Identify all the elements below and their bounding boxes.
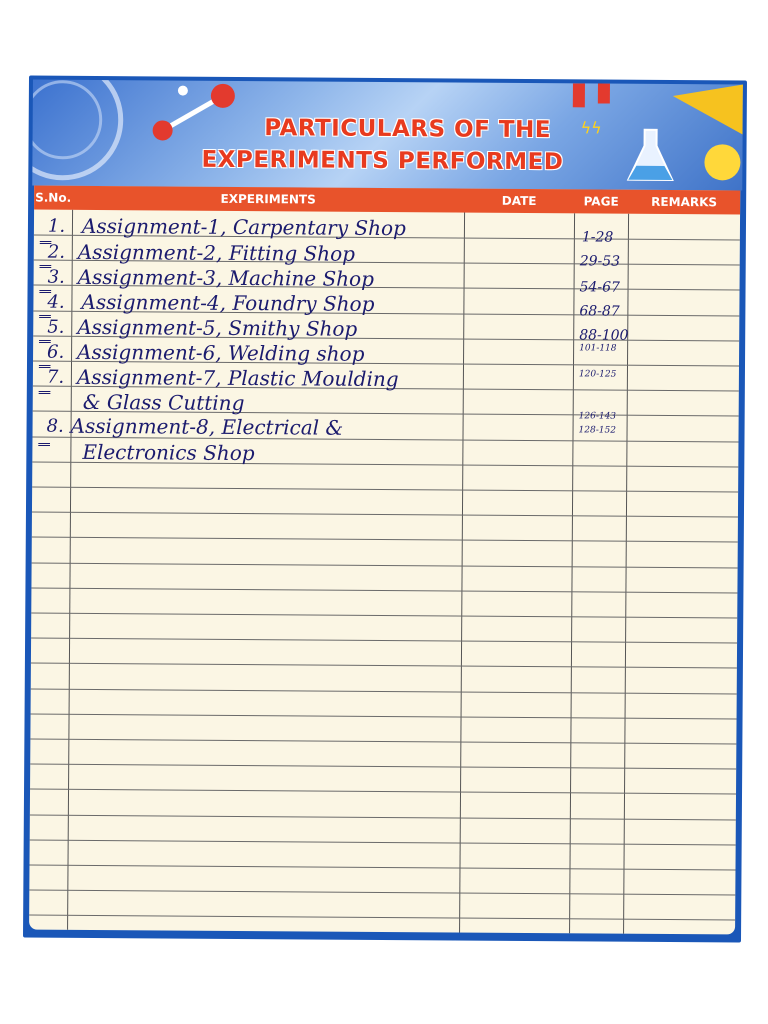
column-divider [569,213,575,933]
entry-page: 54-67 [579,279,620,296]
entry-text: Assignment-7, Plastic Moulding [76,364,399,392]
entry-sno: 4. [47,291,65,313]
entry-sno: 5. [47,316,65,338]
entry-page: 126-143 [578,411,617,422]
column-divider [459,213,465,933]
underline-mark: ══ [39,235,49,250]
entry-text: & Glass Cutting [82,389,245,416]
entry-text: Assignment-5, Smithy Shop [77,314,358,341]
entry-page: 1-28 [581,229,614,246]
ruled-line [31,688,737,694]
ruled-line [31,638,737,644]
entry-sno: 3. [47,266,65,288]
ruled-line [31,713,737,719]
header-banner [32,80,743,191]
entry-page: 29-53 [579,253,621,270]
column-header-experiments: EXPERIMENTS [220,191,316,207]
index-table [29,186,740,935]
ruled-line [32,512,738,518]
entry-page: 120-125 [578,369,617,380]
ruled-line [30,814,736,820]
column-header-sno: S.No. [35,190,72,205]
ruled-line [32,487,738,493]
table-header [34,186,740,215]
entry-text: Assignment-4, Foundry Shop [81,289,375,316]
entry-sno: 6. [47,341,65,363]
page-title-line2: EXPERIMENTS PERFORMED [201,146,564,176]
ruled-line [29,890,735,896]
ruled-line [30,865,736,871]
ruled-line [31,587,737,593]
page-title-line1: PARTICULARS OF THE [264,115,552,144]
ruled-line [32,562,738,568]
underline-mark: ══ [38,385,48,400]
column-divider [623,214,629,934]
ruled-line [30,839,736,845]
entry-text: Assignment-8, Electrical & [70,413,344,440]
ruled-line [31,663,737,669]
entry-text: Assignment-2, Fitting Shop [77,239,356,266]
column-header-page: PAGE [583,194,619,209]
ruled-line [30,789,736,795]
column-header-date: DATE [501,193,537,209]
entry-sno: 2. [47,241,66,263]
underline-mark: ══ [38,359,48,374]
ruled-line [30,739,736,745]
entry-text: Electronics Shop [82,439,255,466]
entry-sno: 1. [47,215,66,237]
entry-page: 68-87 [579,303,620,320]
underline-mark: ══ [39,334,48,349]
entry-sno: 7. [46,366,65,388]
entry-text: Assignment-1, Carpentary Shop [81,213,406,241]
column-header-remarks: REMARKS [651,194,718,210]
column-divider [67,210,73,930]
ruled-line [31,613,737,619]
entry-sno: 8. [46,415,64,437]
entry-page: 88-100 [579,327,629,344]
entry-page-extra: 128-152 [578,425,616,436]
ruled-line [29,915,735,921]
ruled-line [30,764,736,770]
underline-mark: ══ [39,284,49,299]
entry-text: Assignment-3, Machine Shop [77,264,375,291]
ruled-line [32,537,738,543]
underline-mark: ══ [38,437,47,452]
entry-text: Assignment-6, Welding shop [77,339,365,366]
svg-text:ϟϟ: ϟϟ [580,118,602,138]
notebook-page-frame [23,76,747,943]
underline-mark: ══ [39,259,49,274]
underline-mark: ══ [39,309,48,324]
entry-page: 101-118 [579,343,617,354]
